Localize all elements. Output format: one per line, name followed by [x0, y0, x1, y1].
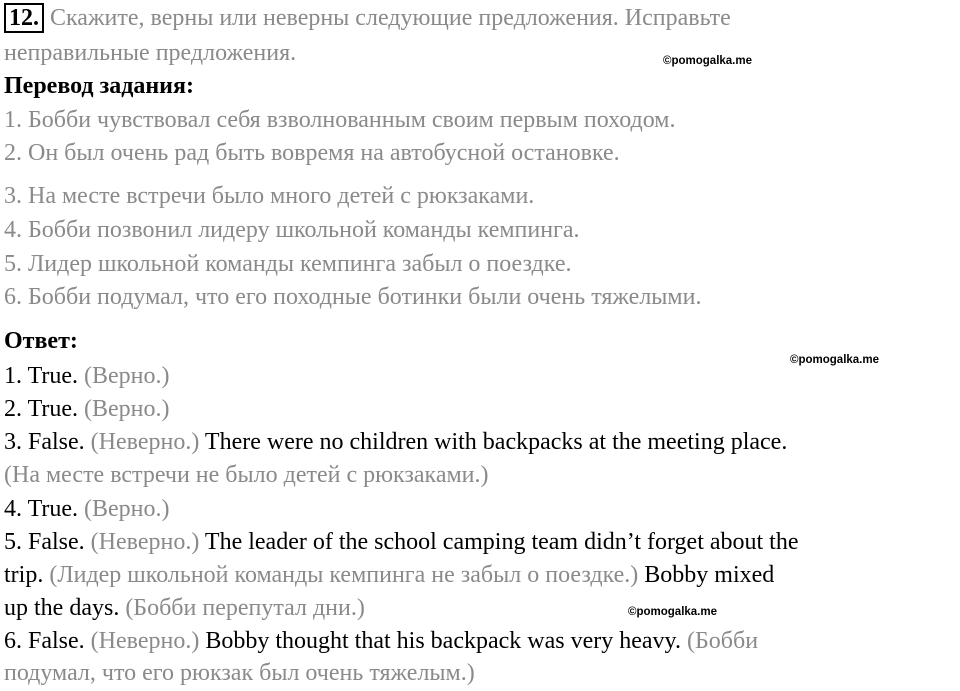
answer-5-ru: (Неверно.): [90, 529, 200, 555]
translation-item-2: 2. Он был очень рад быть вовремя на автобусной остановке.: [4, 140, 620, 166]
answer-5-fix-ru-2: (Бобби перепутал дни.): [125, 595, 365, 621]
watermark-3: ©pomogalka.me: [628, 606, 717, 618]
answer-6-en: 6. False.: [4, 628, 85, 654]
answer-5-fix-en-4: up the days.: [4, 595, 120, 621]
answer-5-fix-en-1: The leader of the school camping team didn’t forget about the: [204, 529, 799, 555]
task-line-2: [4, 37, 296, 70]
task-text-2: неправильные предложения.: [4, 40, 297, 66]
answer-3: [4, 426, 787, 459]
answer-heading: Ответ:: [4, 328, 78, 354]
answer-6-fix-ru-1: (Бобби: [687, 628, 759, 654]
answer-6-ru: (Неверно.): [90, 628, 200, 654]
task-text-1: Скажите, верны или неверны следующие предложения. Исправьте: [50, 5, 731, 31]
task-number: 12.: [4, 3, 44, 33]
answer-5-en: 5. False.: [4, 529, 85, 555]
answer-4-ru: (Верно.): [84, 496, 170, 522]
watermark-1: ©pomogalka.me: [663, 55, 752, 67]
answer-3-fix-en: There were no children with backpacks at the meeting place.: [204, 429, 788, 455]
answer-5: [4, 526, 799, 559]
answer-5-fix-en-3: Bobby mixed: [644, 562, 775, 588]
task-line-1: [4, 2, 731, 35]
translation-item-1: 1. Бобби чувствовал себя взволнованным своим первым походом.: [4, 107, 676, 133]
answer-2-en: 2. True.: [4, 396, 79, 422]
translation-item-4: 4. Бобби позвонил лидеру школьной команды кемпинга.: [4, 217, 580, 243]
answer-3-ru: (Неверно.): [90, 429, 200, 455]
answer-5-fix-en-2: trip.: [4, 562, 44, 588]
answer-6-fix-en: Bobby thought that his backpack was very heavy.: [205, 628, 681, 654]
translation-heading: Перевод задания:: [4, 73, 194, 99]
translation-item-3: 3. На месте встречи было много детей с рюкзаками.: [4, 183, 535, 209]
answer-2: [4, 393, 170, 426]
watermark-2: ©pomogalka.me: [790, 354, 879, 366]
answer-6-fix-ru-2: подумал, что его рюкзак был очень тяжелым.): [4, 660, 475, 686]
answer-6: [4, 625, 758, 658]
answer-4-en: 4. True.: [4, 496, 79, 522]
answer-3-en: 3. False.: [4, 429, 85, 455]
answer-1: [4, 360, 170, 393]
translation-item-6: 6. Бобби подумал, что его походные ботинки были очень тяжелыми.: [4, 284, 702, 310]
answer-5-line-2: [4, 559, 774, 592]
answer-1-ru: (Верно.): [84, 363, 170, 389]
answer-5-line-3: [4, 592, 365, 625]
answer-4: [4, 493, 170, 526]
answer-2-ru: (Верно.): [84, 396, 170, 422]
answer-3-fix-ru: (На месте встречи не было детей с рюкзаками.): [4, 462, 489, 488]
answer-1-en: 1. True.: [4, 363, 79, 389]
translation-item-5: 5. Лидер школьной команды кемпинга забыл о поездке.: [4, 251, 572, 277]
answer-5-fix-ru-1: (Лидер школьной команды кемпинга не забыл о поездке.): [49, 562, 639, 588]
